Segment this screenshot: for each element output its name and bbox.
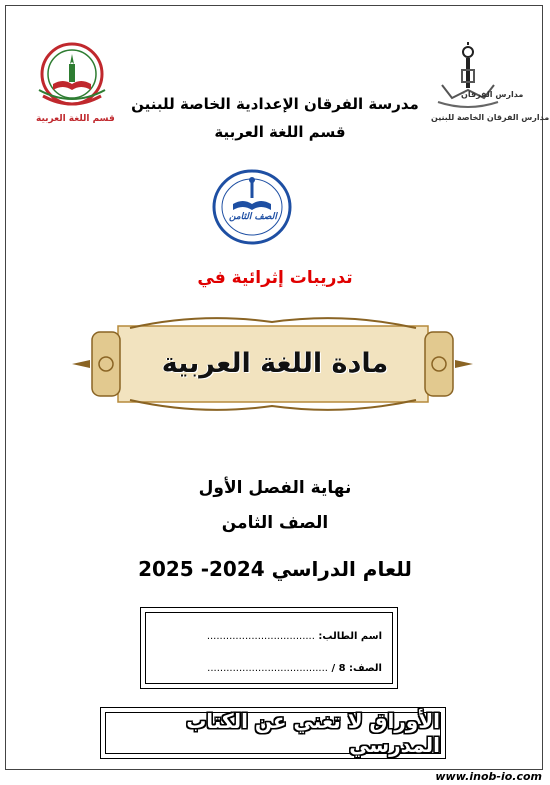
- student-class-dots: ......................................: [207, 663, 328, 674]
- right-logo-name: مدارس الفرقان: [461, 90, 524, 99]
- student-name-dots: ..................................: [206, 631, 315, 642]
- notice-box: [100, 707, 446, 759]
- center-logo-caption: الصف الثامن: [229, 212, 277, 222]
- subject-title: مادة اللغة العربية: [161, 348, 389, 379]
- grade-label: الصف الثامن: [221, 513, 329, 533]
- notice-text: الأوراق لا تغني عن الكتاب المدرسي: [186, 709, 440, 757]
- school-name: مدرسة الفرقان الإعدادية الخاصة للبنين: [131, 95, 419, 113]
- website-link[interactable]: www.inob-io.com: [435, 770, 542, 783]
- student-name-field[interactable]: [207, 631, 382, 642]
- student-class-field[interactable]: [207, 663, 382, 674]
- right-logo-caption: مدارس الفرقان الخاصة للبنين: [431, 113, 550, 122]
- department-name: قسم اللغة العربية: [214, 123, 346, 141]
- student-name-label: اسم الطالب:: [318, 631, 382, 642]
- grade-logo: [211, 168, 293, 246]
- academic-year: للعام الدراسي 2024- 2025: [138, 557, 412, 581]
- student-class-label: الصف: 8 /: [331, 663, 382, 674]
- left-logo-caption: قسم اللغة العربية: [36, 114, 115, 124]
- term-label: نهاية الفصل الأول: [198, 478, 352, 498]
- enrichment-heading: تدريبات إثرائية في: [197, 268, 353, 288]
- student-info-box: [140, 607, 398, 689]
